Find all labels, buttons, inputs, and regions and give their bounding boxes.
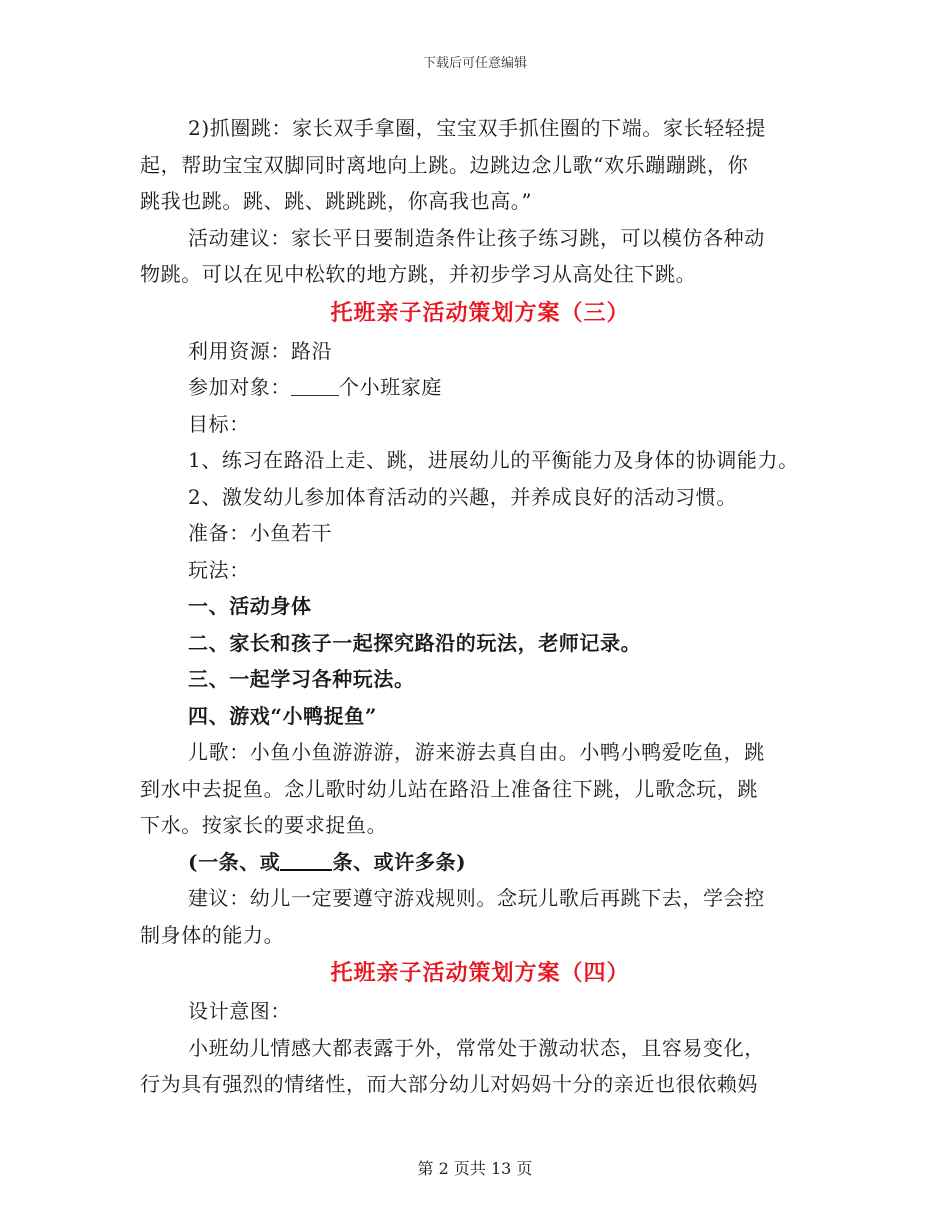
- prep-line: 准备：小鱼若干: [188, 521, 333, 545]
- paragraph-line: 跳我也跳。跳、跳、跳跳跳，你高我也高。”: [140, 189, 533, 213]
- paragraph-line: 物跳。可以在见中松软的地方跳，并初步学习从高处往下跳。: [140, 262, 697, 286]
- intent-label: 设计意图：: [188, 999, 291, 1023]
- paragraph-line: 行为具有强烈的情绪性，而大部分幼儿对妈妈十分的亲近也很依赖妈: [140, 1072, 758, 1096]
- section-title: 托班亲子活动策划方案（三）: [330, 299, 630, 326]
- goal-item: 2、激发幼儿参加体育活动的兴趣，并养成良好的活动习惯。: [188, 484, 737, 509]
- page-footer: 第 2 页共 13 页: [417, 1159, 533, 1178]
- paragraph-line: 活动建议：家长平日要制造条件让孩子练习跳，可以模仿各种动: [188, 225, 765, 250]
- paragraph-line: 儿歌：小鱼小鱼游游游，游来游去真自由。小鸭小鸭爱吃鱼，跳: [188, 740, 765, 764]
- paragraph-line: 建议：幼儿一定要遵守游戏规则。念玩儿歌后再跳下去，学会控: [188, 886, 765, 910]
- document-body: [140, 110, 820, 1103]
- paragraph-line: 下水。按家长的要求捉鱼。: [140, 813, 388, 837]
- participants-line: [140, 369, 820, 406]
- step-item: 三、一起学习各种玩法。: [188, 667, 415, 691]
- paragraph-line: 小班幼儿情感大都表露于外，常常处于激动状态，且容易变化，: [188, 1035, 765, 1060]
- count-prefix: (一条、或: [188, 849, 281, 874]
- paragraph-line: 到水中去捉鱼。念儿歌时幼儿站在路沿上准备往下跳，儿歌念玩，跳: [140, 776, 758, 801]
- goal-label: 目标：: [188, 411, 250, 436]
- fill-blank: [280, 851, 332, 871]
- paragraph-line: 起，帮助宝宝双脚同时离地向上跳。边跳边念儿歌“欢乐蹦蹦跳，你: [140, 152, 749, 177]
- paragraph-line: 2)抓圈跳：家长双手拿圈，宝宝双手抓住圈的下端。家长轻轻提: [188, 116, 766, 140]
- page-header: 下载后可任意编辑: [422, 56, 527, 71]
- participants-suffix: 个小班家庭: [339, 375, 442, 399]
- resource-line: 利用资源：路沿: [188, 338, 333, 363]
- paragraph-line: 制身体的能力。: [140, 922, 285, 947]
- section-title: 托班亲子活动策划方案（四）: [330, 960, 630, 986]
- participants-prefix: 参加对象：: [188, 375, 291, 399]
- count-line: [140, 844, 820, 881]
- count-suffix: 条、或许多条): [332, 849, 467, 874]
- step-item: 二、家长和孩子一起探究路沿的玩法，老师记录。: [188, 630, 642, 655]
- step-item: 一、活动身体: [188, 594, 312, 618]
- goal-item: 1、练习在路沿上走、跳，进展幼儿的平衡能力及身体的协调能力。: [188, 448, 799, 472]
- play-label: 玩法：: [188, 557, 250, 582]
- fill-blank: [291, 377, 339, 396]
- step-item: 四、游戏“小鸭捉鱼”: [188, 703, 378, 728]
